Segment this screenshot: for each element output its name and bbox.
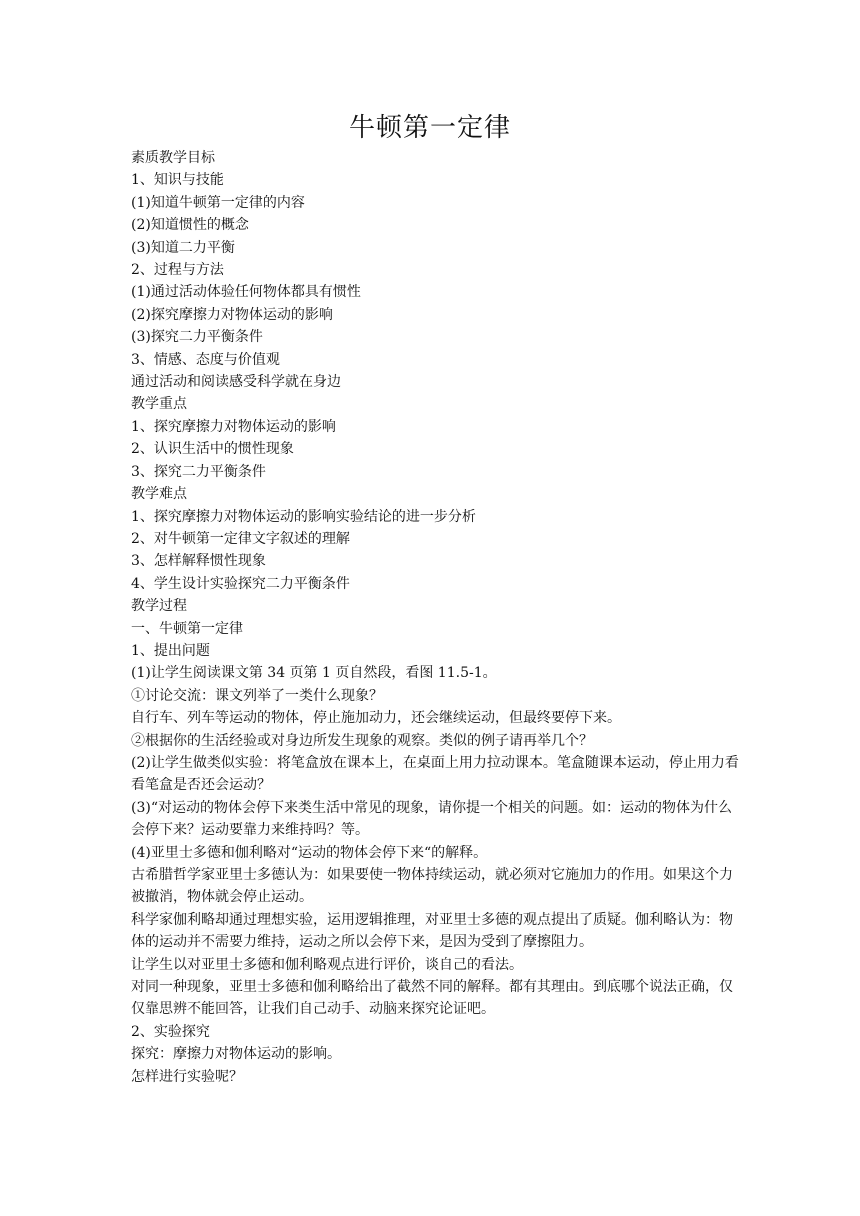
paragraph: (3)“对运动的物体会停下来类生活中常见的现象，请你提一个相关的问题。如：运动的物体为什么会停下来？运动要靠力来维持吗？等。 xyxy=(131,799,732,839)
list-item: 4、学生设计实验探究二力平衡条件 xyxy=(131,575,350,592)
list-item: (3)知道二力平衡 xyxy=(131,239,235,256)
paragraph: 科学家伽利略却通过理想实验，运用逻辑推理，对亚里士多德的观点提出了质疑。伽利略认为：物体的运动并不需要力维持，运动之所以会停下来，是因为受到了摩擦阻力。 xyxy=(131,911,733,951)
paragraph: (4)亚里士多德和伽利略对“运动的物体会停下来“的解释。 xyxy=(131,844,488,861)
section-heading: 一、牛顿第一定律 xyxy=(131,620,243,637)
section-heading: 2、过程与方法 xyxy=(131,262,224,279)
document-body xyxy=(131,147,741,1088)
list-item: 1、探究摩擦力对物体运动的影响 xyxy=(131,418,336,435)
section-heading: 1、知识与技能 xyxy=(131,172,224,189)
list-item: (2)探究摩擦力对物体运动的影响 xyxy=(131,306,333,323)
paragraph: 让学生以对亚里士多德和伽利略观点进行评价，谈自己的看法。 xyxy=(131,956,523,973)
list-item: (1)知道牛顿第一定律的内容 xyxy=(131,194,305,211)
section-heading: 1、提出问题 xyxy=(131,642,210,659)
document-title: 牛顿第一定律 xyxy=(348,113,511,143)
list-item: 1、探究摩擦力对物体运动的影响实验结论的进一步分析 xyxy=(131,508,476,525)
list-item: (2)知道惯性的概念 xyxy=(131,217,249,234)
list-item: 3、探究二力平衡条件 xyxy=(131,463,266,480)
paragraph: ②根据你的生活经验或对身边所发生现象的观察。类似的例子请再举几个？ xyxy=(131,732,593,749)
paragraph: ①讨论交流：课文列举了一类什么现象？ xyxy=(131,687,383,704)
list-item: (3)探究二力平衡条件 xyxy=(131,329,263,346)
paragraph: 古希腊哲学家亚里士多德认为：如果要使一物体持续运动，就必须对它施加力的作用。如果这个力被撤消，物体就会停止运动。 xyxy=(131,867,733,906)
list-item: 2、对牛顿第一定律文字叙述的理解 xyxy=(131,530,350,547)
paragraph: (1)让学生阅读课文第 34 页第 1 页自然段，看图 11.5-1。 xyxy=(131,665,497,682)
paragraph: 探究：摩擦力对物体运动的影响。 xyxy=(131,1046,341,1063)
paragraph: 怎样进行实验呢？ xyxy=(131,1068,243,1085)
heading-process: 教学过程 xyxy=(131,598,187,615)
heading-key-points: 教学重点 xyxy=(131,396,187,413)
section-heading: 3、情感、态度与价值观 xyxy=(131,351,280,368)
heading-difficulties: 教学难点 xyxy=(131,486,187,503)
paragraph: 通过活动和阅读感受科学就在身边 xyxy=(131,374,341,391)
paragraph: 自行车、列车等运动的物体，停止施加动力，还会继续运动，但最终要停下来。 xyxy=(131,710,621,727)
heading-objectives: 素质教学目标 xyxy=(131,150,215,166)
list-item: (1)通过活动体验任何物体都具有惯性 xyxy=(131,284,361,301)
list-item: 2、认识生活中的惯性现象 xyxy=(131,441,294,458)
list-item: 3、怎样解释惯性现象 xyxy=(131,553,266,570)
paragraph: (2)让学生做类似实验：将笔盒放在课本上，在桌面上用力拉动课本。笔盒随课本运动，停止用力看看笔盒是否还会运动？ xyxy=(131,754,739,794)
paragraph: 对同一种现象，亚里士多德和伽利略给出了截然不同的解释。都有其理由。到底哪个说法正确，仅仅靠思辨不能回答，让我们自己动手、动脑来探究论证吧。 xyxy=(131,979,733,1018)
section-heading: 2、实验探究 xyxy=(131,1023,210,1040)
